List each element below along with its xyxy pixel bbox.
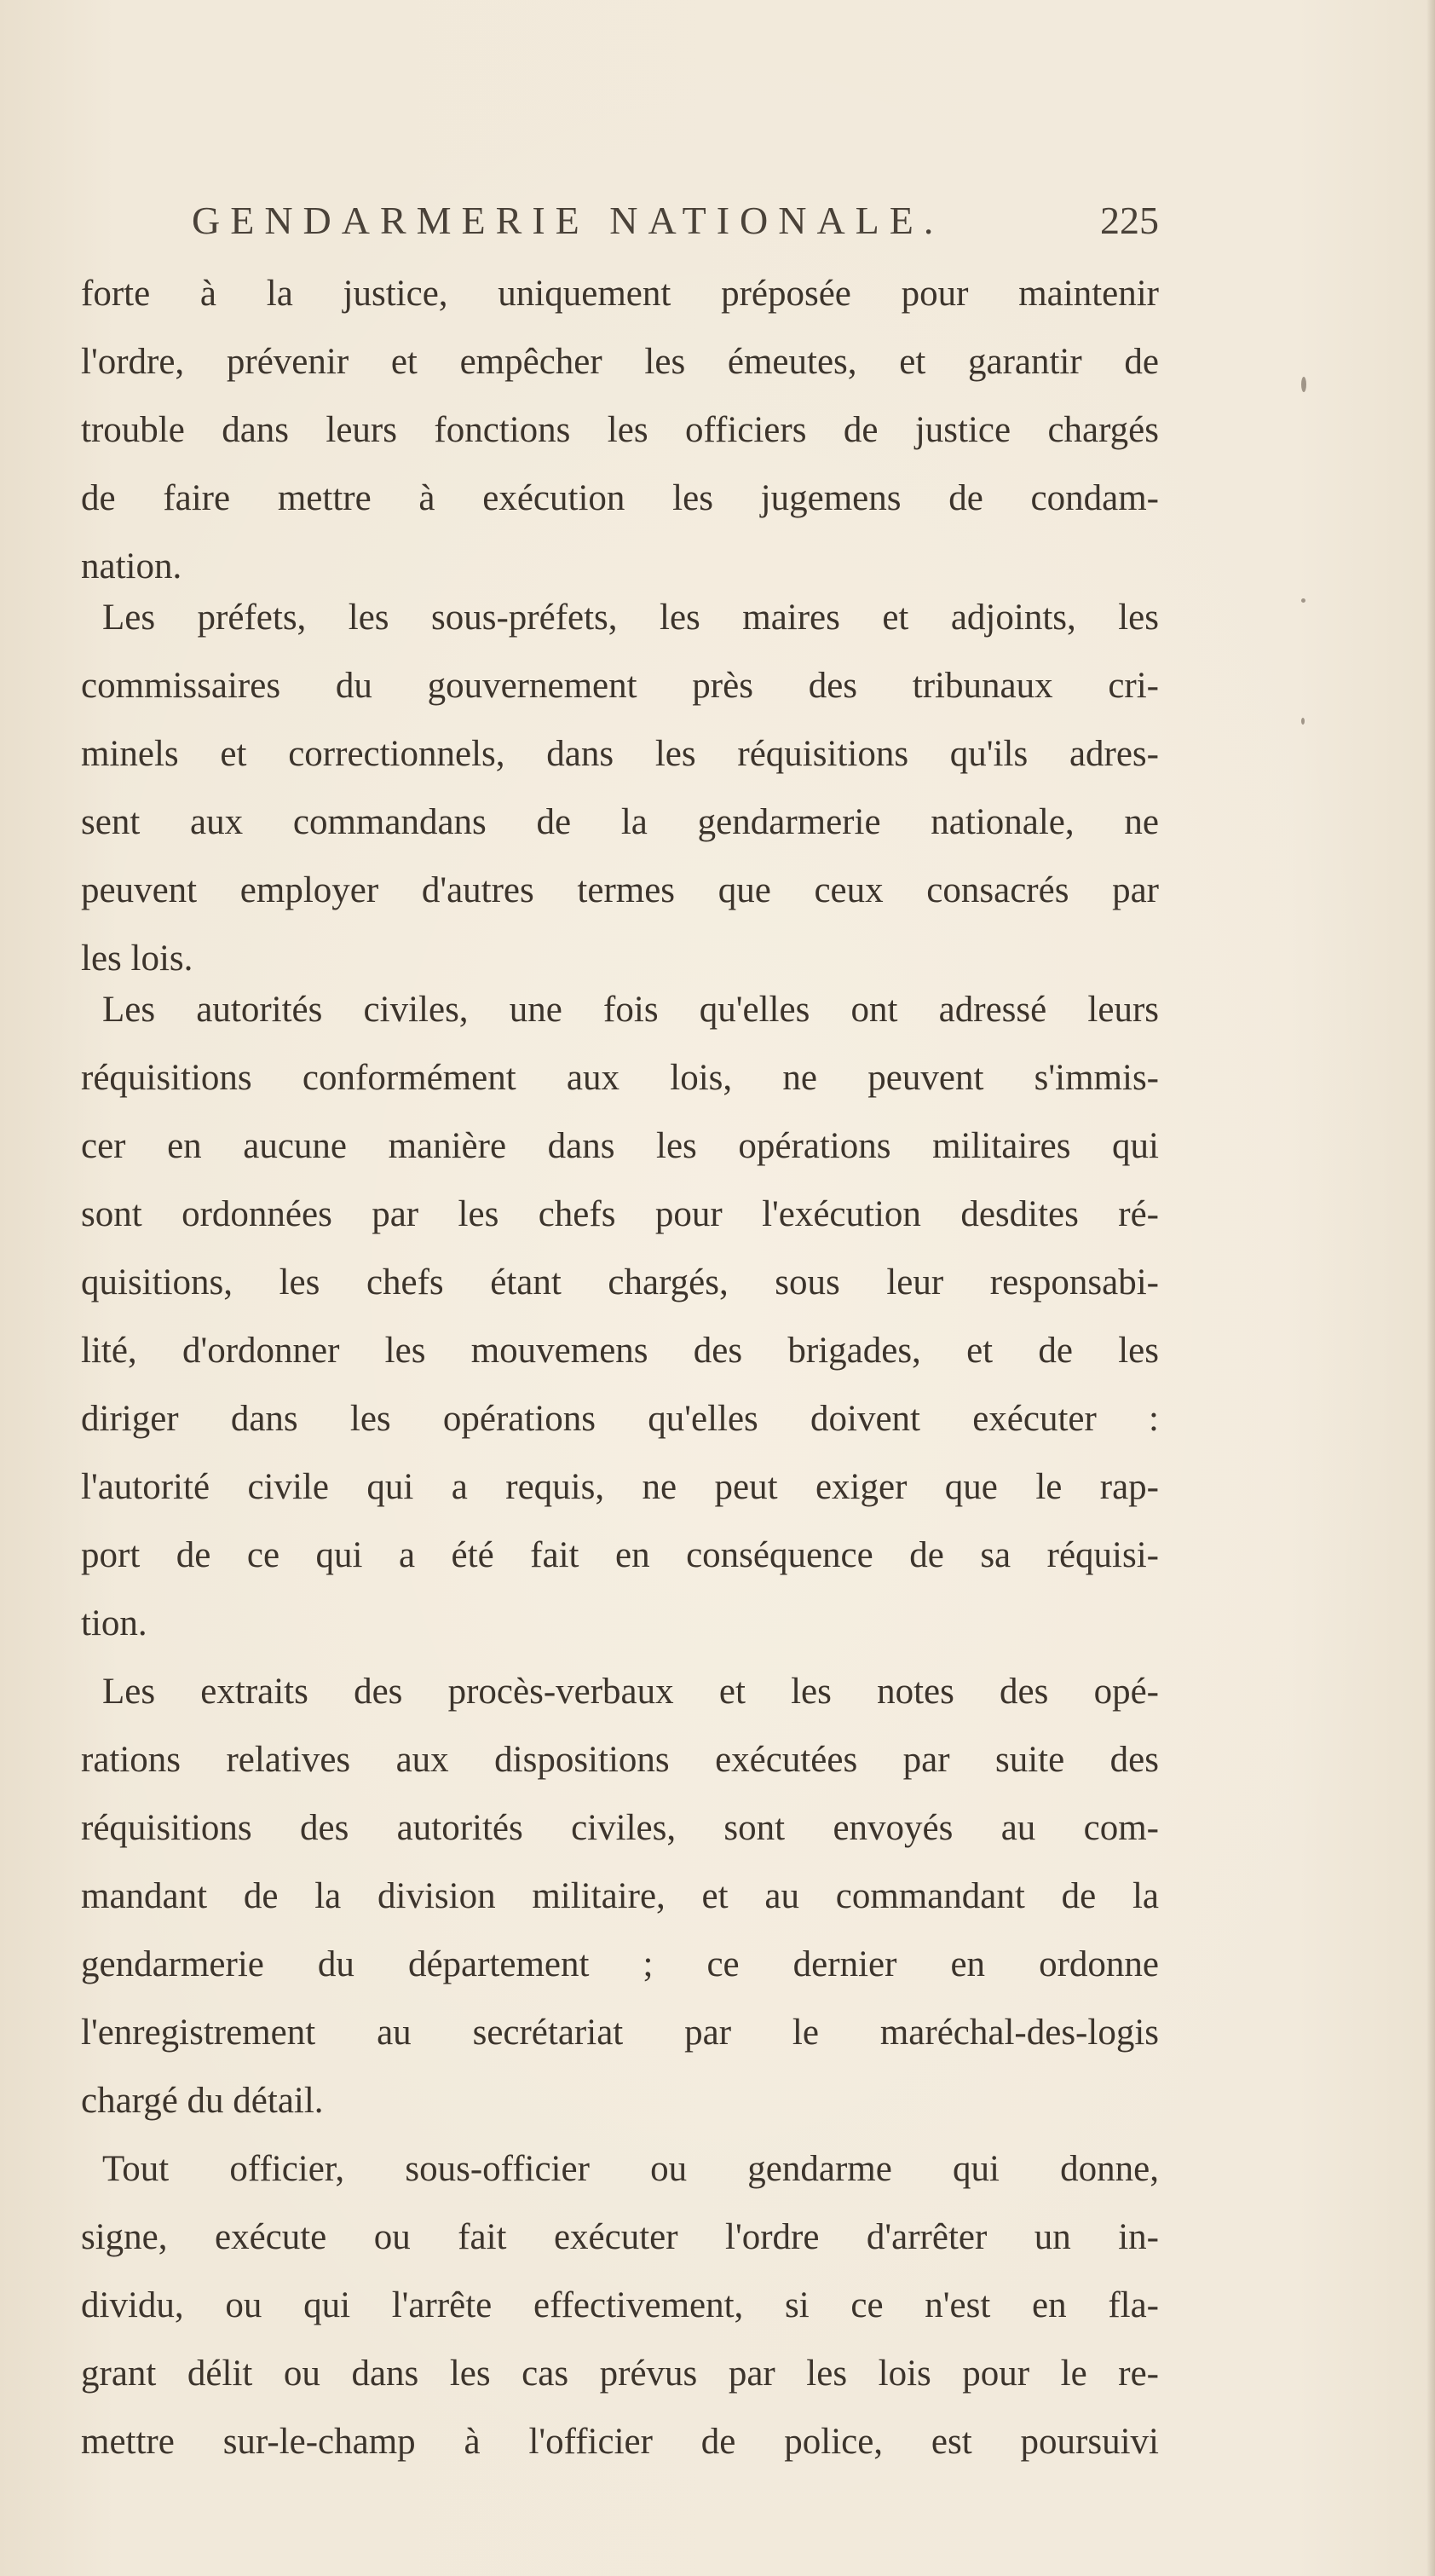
- paragraph-first-line: Les extraits des procès-verbaux et les notes des opé-: [102, 1672, 1159, 1712]
- running-head: [192, 198, 1159, 257]
- page-edge-shadow: [1426, 0, 1435, 2576]
- running-title: GENDARMERIE NATIONALE.: [192, 199, 944, 242]
- text-line: diriger dans les opérations qu'elles doivent exécuter :: [81, 1399, 1159, 1439]
- text-line: l'ordre, prévenir et empêcher les émeutes, et garantir de: [81, 342, 1159, 382]
- text-line: mettre sur-le-champ à l'officier de police, est poursuivi: [81, 2422, 1159, 2462]
- text-line: grant délit ou dans les cas prévus par les lois pour le re-: [81, 2354, 1159, 2394]
- ink-speck: [1301, 718, 1305, 725]
- ink-speck: [1301, 598, 1305, 603]
- text-line: dividu, ou qui l'arrête effectivement, si ce n'est en fla-: [81, 2285, 1159, 2325]
- text-line: l'autorité civile qui a requis, ne peut exiger que le rap-: [81, 1467, 1159, 1507]
- paragraph-first-line: Tout officier, sous-officier ou gendarme qui donne,: [102, 2149, 1159, 2189]
- paragraph-first-line: Les autorités civiles, une fois qu'elles ont adressé leurs: [102, 990, 1159, 1030]
- text-line: signe, exécute ou fait exécuter l'ordre d'arrêter un in-: [81, 2217, 1159, 2257]
- text-line: gendarmerie du département ; ce dernier en ordonne: [81, 1944, 1159, 1984]
- text-line: nation.: [81, 546, 182, 586]
- text-line: sent aux commandans de la gendarmerie nationale, ne: [81, 802, 1159, 842]
- text-line: quisitions, les chefs étant chargés, sous leur responsabi-: [81, 1262, 1159, 1302]
- text-line: l'enregistrement au secrétariat par le maréchal-des-logis: [81, 2013, 1159, 2053]
- text-line: réquisitions conformément aux lois, ne peuvent s'immis-: [81, 1058, 1159, 1098]
- text-line: de faire mettre à exécution les jugemens de condam-: [81, 478, 1159, 518]
- text-line: mandant de la division militaire, et au commandant de la: [81, 1876, 1159, 1916]
- paragraph-first-line: Les préfets, les sous-préfets, les maires et adjoints, les: [102, 598, 1159, 638]
- text-line: commissaires du gouvernement près des tribunaux cri-: [81, 666, 1159, 706]
- text-line: lité, d'ordonner les mouvemens des brigades, et de les: [81, 1331, 1159, 1371]
- text-line: forte à la justice, uniquement préposée pour maintenir: [81, 274, 1159, 314]
- page-number: 225: [1100, 199, 1159, 242]
- text-line: sont ordonnées par les chefs pour l'exécution desdites ré-: [81, 1194, 1159, 1234]
- text-line: rations relatives aux dispositions exécutées par suite des: [81, 1740, 1159, 1780]
- text-line: tion.: [81, 1603, 147, 1643]
- text-line: minels et correctionnels, dans les réquisitions qu'ils adres-: [81, 734, 1159, 774]
- text-line: réquisitions des autorités civiles, sont envoyés au com-: [81, 1808, 1159, 1848]
- text-line: cer en aucune manière dans les opérations militaires qui: [81, 1126, 1159, 1166]
- text-line: peuvent employer d'autres termes que ceux consacrés par: [81, 870, 1159, 910]
- text-line: trouble dans leurs fonctions les officiers de justice chargés: [81, 410, 1159, 450]
- text-line: chargé du détail.: [81, 2081, 324, 2121]
- text-line: les lois.: [81, 939, 193, 979]
- text-line: port de ce qui a été fait en conséquence de sa réquisi-: [81, 1535, 1159, 1575]
- ink-speck: [1301, 377, 1306, 392]
